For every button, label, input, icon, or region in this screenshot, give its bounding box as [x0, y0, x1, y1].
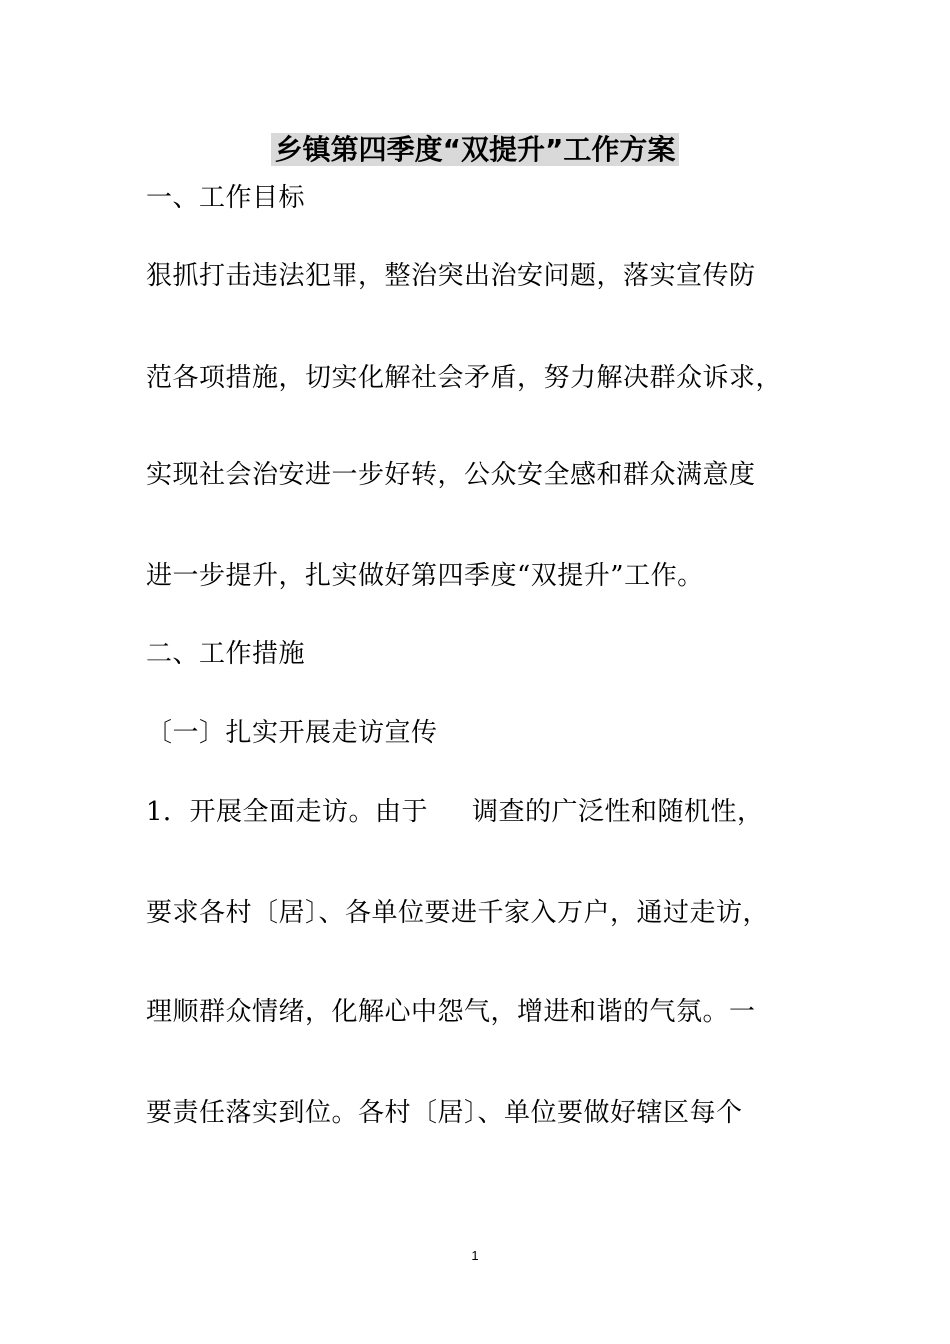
- section-heading-goals: 一、工作目标: [146, 183, 306, 213]
- paragraph-line: 要责任落实到位。各村〔居〕、单位要做好辖区每个: [146, 1098, 743, 1128]
- paragraph-line: 实现社会治安进一步好转，公众安全感和群众满意度: [146, 460, 756, 490]
- paragraph-line: 范各项措施，切实化解社会矛盾，努力解决群众诉求，: [146, 363, 783, 393]
- paragraph-line: 理顺群众情绪，化解心中怨气，增进和谐的气氛。一: [146, 997, 756, 1027]
- list-item-text-start: 1．开展全面走访。由于: [146, 797, 429, 827]
- section-heading-measures: 二、工作措施: [146, 639, 306, 669]
- document-title-text: 乡镇第四季度“双提升”工作方案: [271, 133, 680, 166]
- list-item-text-end: 调查的广泛性和随机性，: [472, 797, 764, 827]
- list-item-line: [146, 792, 764, 832]
- document-title: [0, 128, 950, 172]
- paragraph-line: 要求各村〔居〕、各单位要进千家入万户，通过走访，: [146, 898, 770, 928]
- page-number: 1: [471, 1248, 479, 1263]
- subsection-heading: 〔一〕扎实开展走访宣传: [146, 718, 438, 748]
- paragraph-line: 狠抓打击违法犯罪，整治突出治安问题，落实宣传防: [146, 261, 756, 291]
- paragraph-line: 进一步提升，扎实做好第四季度“双提升”工作。: [146, 561, 704, 591]
